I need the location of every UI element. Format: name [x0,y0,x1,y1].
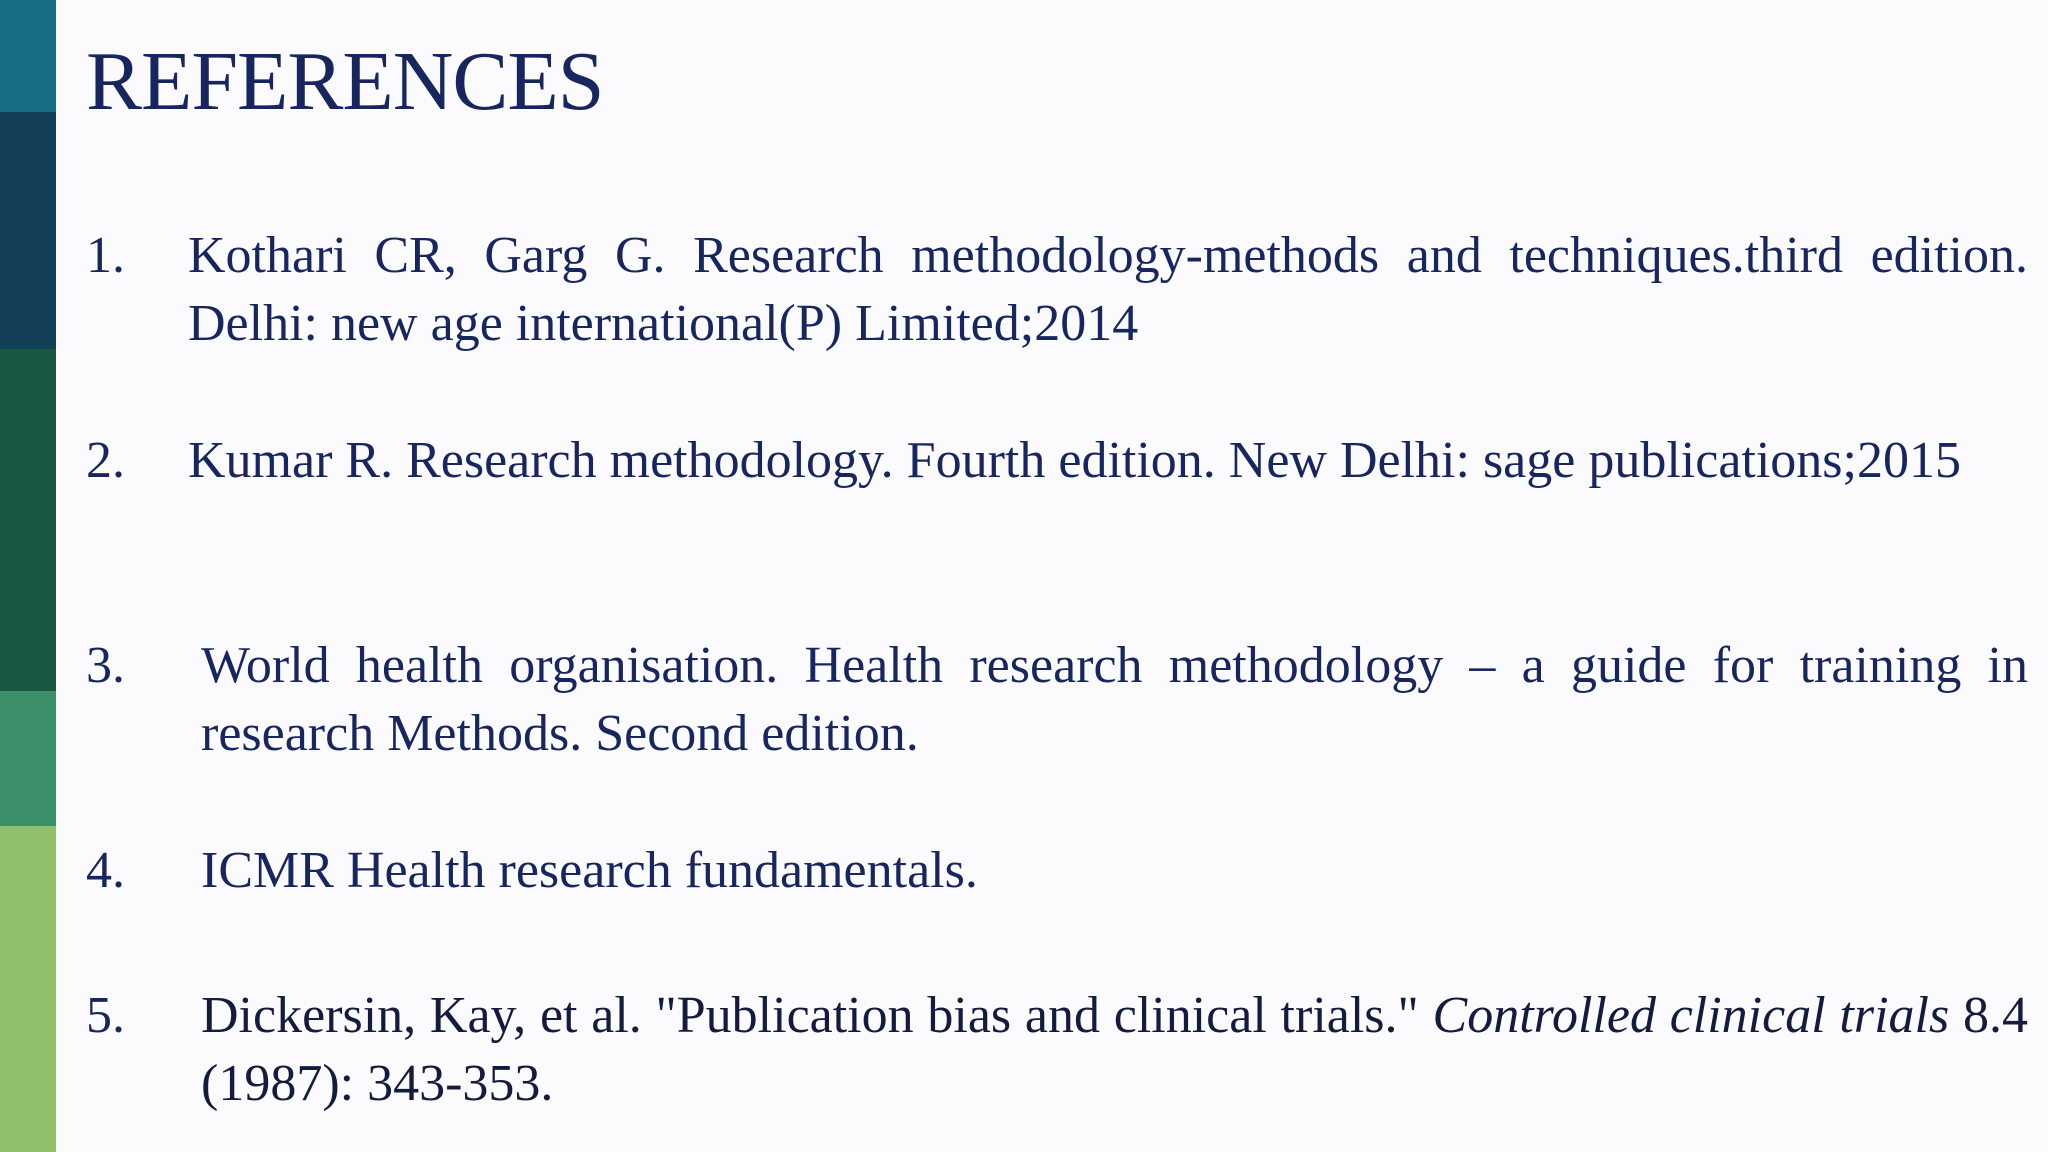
reference-text: ICMR Health research fundamentals. [201,842,978,899]
reference-item [86,837,2028,905]
reference-item [86,222,2028,358]
reference-item [86,982,2028,1118]
reference-number: 1. [86,227,125,284]
accent-band-green [0,691,56,826]
reference-number: 4. [86,842,125,899]
reference-text: Kothari CR, Garg G. Research methodology-methods and techniques.third edition. Delhi: new age international(P) Limited;2014 [188,227,2028,352]
reference-item [86,632,2028,768]
journal-title: Controlled clinical trials [1432,987,1950,1044]
page-title: REFERENCES [86,35,604,128]
accent-band-dark-green [0,349,56,691]
reference-text [201,982,2028,1118]
reference-number: 2. [86,432,125,489]
reference-number: 3. [86,637,125,694]
reference-text-before: Dickersin, Kay, et al. "Publication bias and clinical trials." [201,987,1433,1044]
side-accent-bar [0,0,56,1152]
reference-text-after: 8.4 (1987): 343-353. [201,987,2029,1112]
reference-item [86,427,2028,495]
accent-band-light-green [0,826,56,1152]
reference-number: 5. [86,987,125,1044]
accent-band-teal [0,0,56,112]
accent-band-navy [0,112,56,349]
reference-text: Kumar R. Research methodology. Fourth edition. New Delhi: sage publications;2015 [188,432,1961,489]
reference-text: World health organisation. Health research methodology – a guide for training in research Methods. Second edition. [201,637,2028,762]
